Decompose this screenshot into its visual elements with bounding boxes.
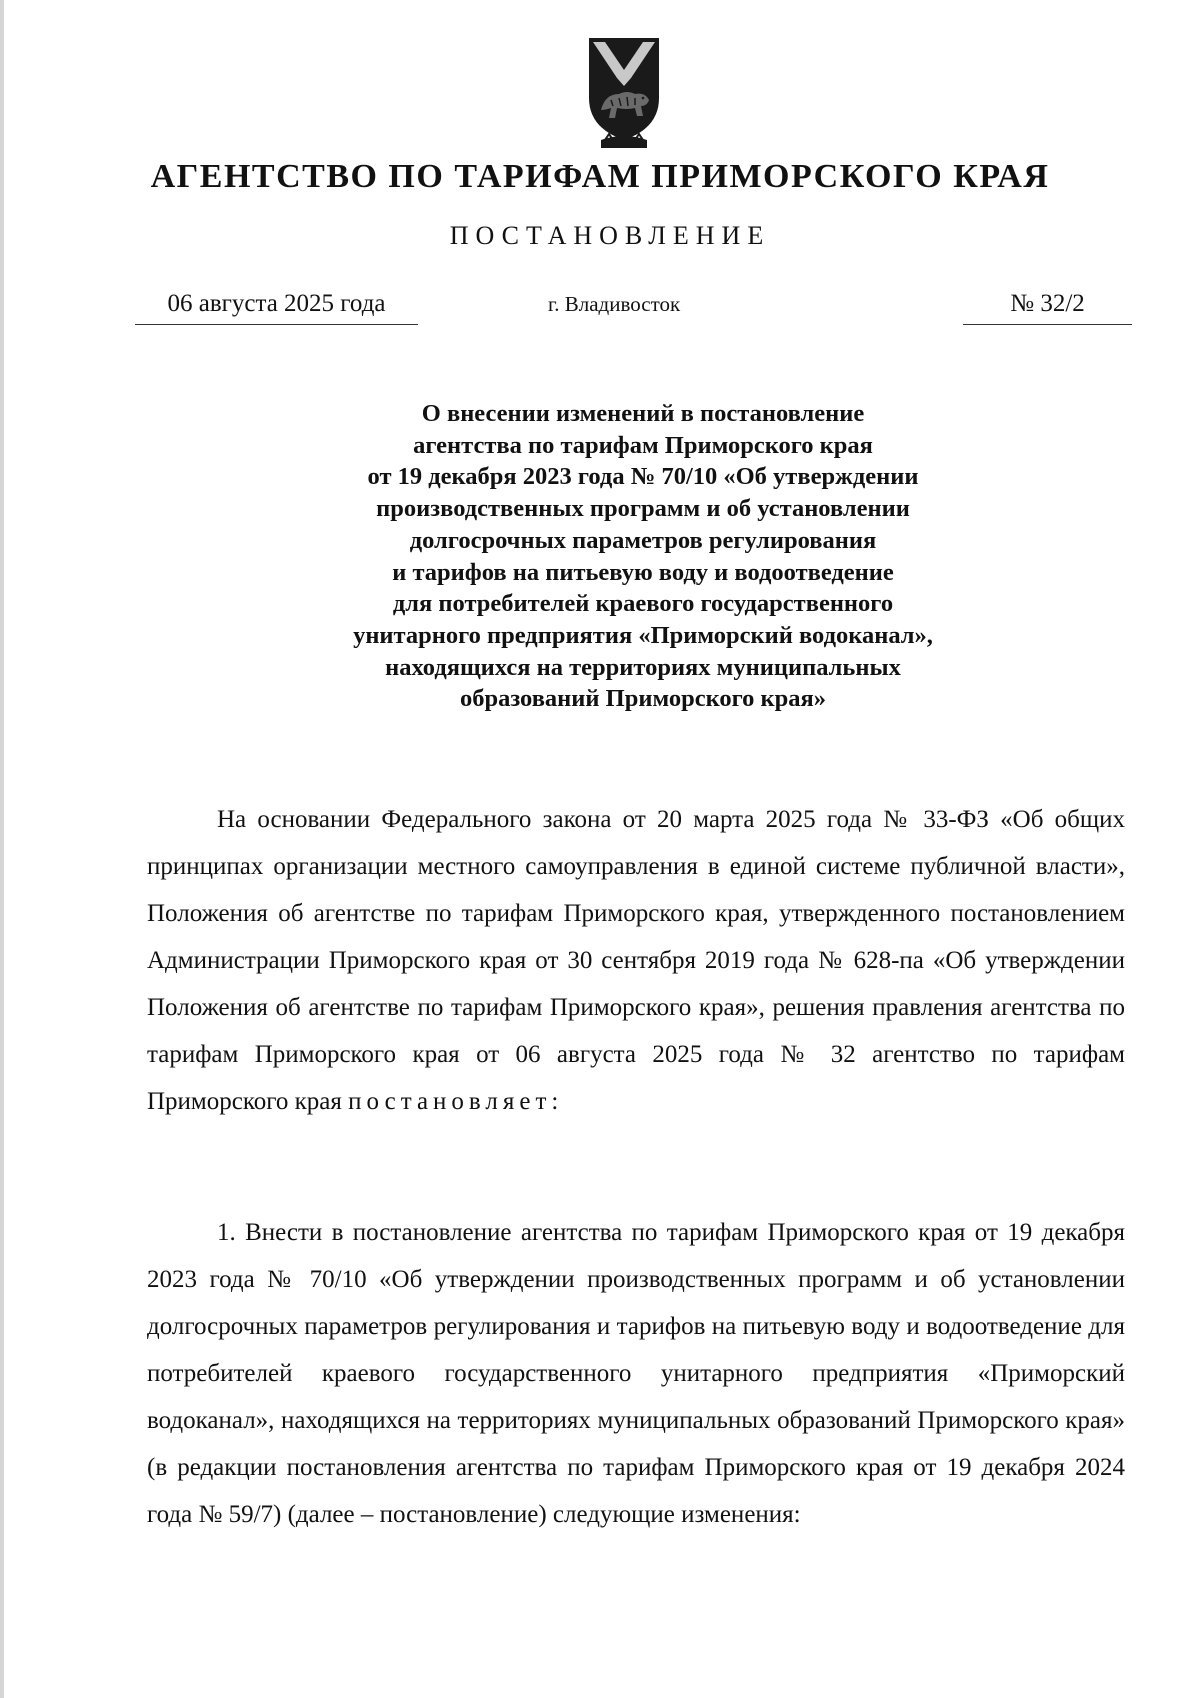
heading-line: от 19 декабря 2023 года № 70/10 «Об утверждении <box>367 463 919 491</box>
item-1-paragraph <box>147 1209 1125 1538</box>
document-city: г. Владивосток <box>548 292 681 316</box>
heading-line: унитарного предприятия «Приморский водоканал», <box>353 621 933 649</box>
heading-line: для потребителей краевого государственного <box>392 590 894 618</box>
heading-line: производственных программ и об установлении <box>376 495 910 523</box>
coat-of-arms-icon <box>587 36 661 148</box>
document-heading <box>200 398 1086 715</box>
heading-line: О внесении изменений в постановление <box>421 400 865 427</box>
preamble-paragraph <box>147 796 1125 1125</box>
scan-edge <box>0 0 4 1698</box>
document-date: 06 августа 2025 года <box>135 290 418 325</box>
heading-line: долгосрочных параметров регулирования <box>409 526 877 554</box>
heading-line: агентства по тарифам Приморского края <box>413 431 873 459</box>
document-number: № 32/2 <box>963 290 1132 325</box>
preamble-text: На основании Федерального закона от 20 марта 2025 года № 33-ФЗ «Об общих принципах организации местного самоуправления в единой системе публичной власти», Положения об агентстве по тарифам Приморского края, утвержденного постановлением Администрации Приморского края от 30 сентября 2019 года № 628-па «Об утверждении Положения об агентстве по тарифам Приморского края», решения правления агентства по тарифам Приморского края от 06 августа 2025 года № 32 агентство по тарифам Приморского края <box>147 806 1125 1115</box>
decree-word: постановляет: <box>348 1088 564 1115</box>
item-1-text: 1. Внести в постановление агентства по тарифам Приморского края от 19 декабря 2023 года № 70/10 «Об утверждении производственных программ и об установлении долгосрочных параметров регулирования и тарифов на питьевую воду и водоотведение для потребителей краевого государственного унитарного предприятия «Приморский водоканал», находящихся на территориях муниципальных образований Приморского края» (в редакции постановления агентства по тарифам Приморского края от 19 декабря 2024 года № 59/7) (далее – постановление) следующие изменения: <box>147 1219 1125 1528</box>
agency-title: АГЕНТСТВО ПО ТАРИФАМ ПРИМОРСКОГО КРАЯ <box>150 158 1050 195</box>
heading-line: находящихся на территориях муниципальных <box>385 653 901 681</box>
heading-line: образований Приморского края» <box>459 685 827 713</box>
heading-line: и тарифов на питьевую воду и водоотведение <box>392 558 894 586</box>
document-type: ПОСТАНОВЛЕНИЕ <box>449 221 771 250</box>
